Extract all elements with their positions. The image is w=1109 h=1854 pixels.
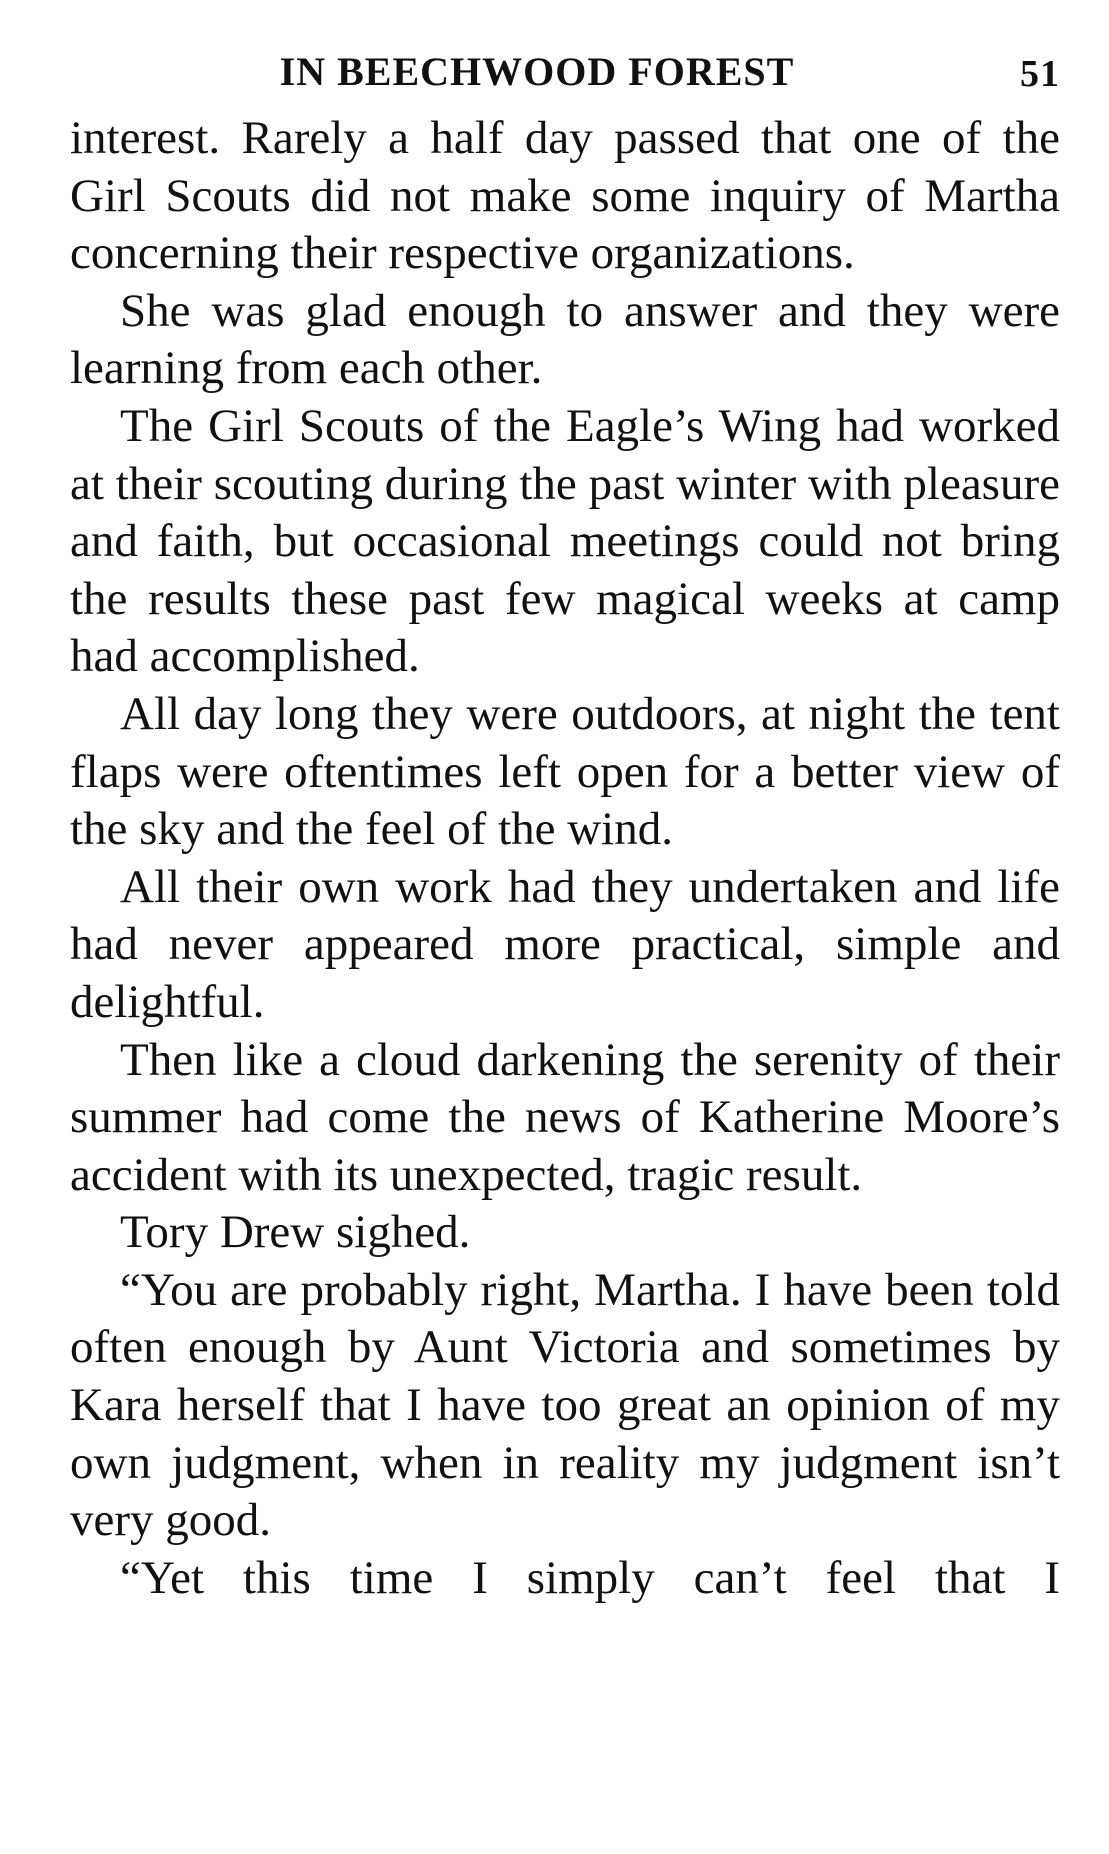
book-page (70, 40, 1060, 1607)
paragraph: interest. Rarely a half day passed that one of the Girl Scouts did not make some inquiry of Martha concerning their respective organizations. (70, 112, 1060, 280)
paragraph: “You are probably right, Martha. I have been told often enough by Aunt Victoria and sometimes by Kara herself that I have too great an opinion of my own judgment, when in reality my judgment isn’t very good. (70, 1263, 1060, 1547)
paragraph: “Yet this time I simply can’t feel that I (120, 1551, 1060, 1604)
paragraph: Then like a cloud darkening the serenity of their summer had come the news of Katherine Moore’s accident with its unexpected, tragic result. (70, 1033, 1060, 1201)
paragraph: All their own work had they undertaken and life had never appeared more practical, simple and delightful. (70, 860, 1060, 1028)
body-text (70, 110, 1060, 1607)
paragraph: All day long they were outdoors, at night the tent flaps were oftentimes left open for a better view of the sky and the feel of the wind. (70, 687, 1060, 856)
running-head (70, 40, 1060, 110)
paragraph: She was glad enough to answer and they were learning from each other. (70, 284, 1060, 395)
running-title: IN BEECHWOOD FOREST (279, 49, 795, 94)
paragraph: Tory Drew sighed. (120, 1206, 471, 1259)
paragraph: The Girl Scouts of the Eagle’s Wing had worked at their scouting during the past winter with pleasure and faith, but occasional meetings could not bring the results these past few magical weeks at camp had accomplished. (70, 399, 1060, 683)
page-number: 51 (1020, 53, 1060, 95)
